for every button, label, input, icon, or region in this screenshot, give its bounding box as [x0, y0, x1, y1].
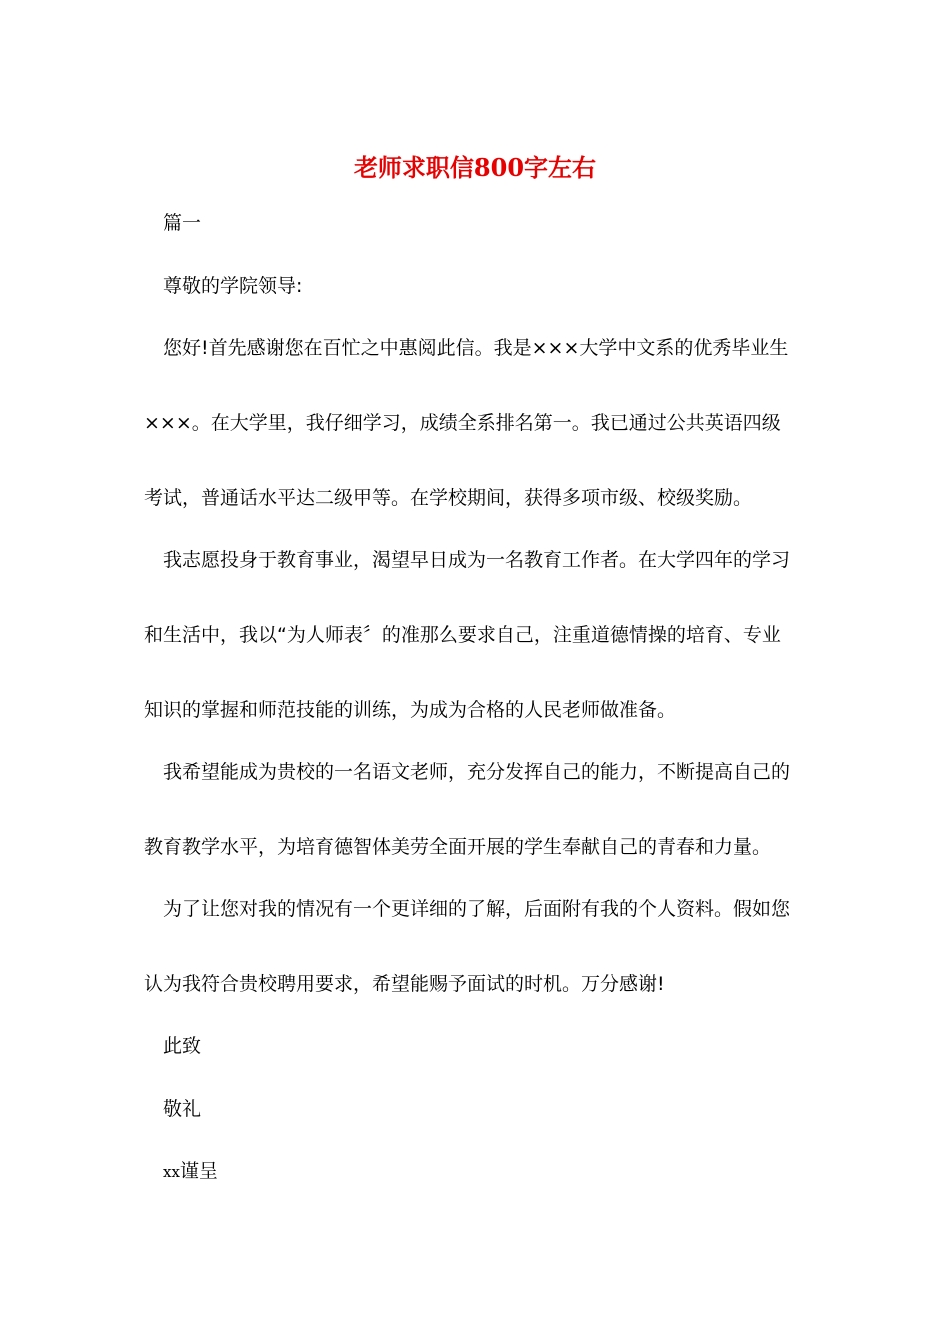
- paragraph-1-line-3: 考试，普通话水平达二级甲等。在学校期间，获得多项市级、校级奖励。: [144, 487, 753, 509]
- closing-1: 此致: [163, 1035, 202, 1057]
- paragraph-3-line-1: 我希望能成为贵校的一名语文老师，充分发挥自己的能力，不断提高自己的: [163, 761, 791, 783]
- salutation: 尊敬的学院领导:: [163, 275, 303, 297]
- signature: [163, 1157, 218, 1186]
- paragraph-2-line-1: 我志愿投身于教育事业，渴望早日成为一名教育工作者。在大学四年的学习: [163, 549, 791, 571]
- signature-suffix: 谨呈: [179, 1160, 218, 1182]
- paragraph-2-line-3: 知识的掌握和师范技能的训练，为成为合格的人民老师做准备。: [144, 699, 677, 721]
- paragraph-4-line-2: 认为我符合贵校聘用要求，希望能赐予面试的时机。万分感谢!: [144, 973, 665, 995]
- closing-2: 敬礼: [163, 1098, 202, 1120]
- paragraph-2-line-2: 和生活中，我以“为人师表〞的准那么要求自己，注重道德情操的培育、专业: [144, 624, 781, 646]
- signature-name: xx: [163, 1163, 180, 1181]
- paragraph-1-line-2: ×××。在大学里，我仔细学习，成绩全系排名第一。我已通过公共英语四级: [144, 412, 781, 434]
- paragraph-3-line-2: 教育教学水平，为培育德智体美劳全面开展的学生奉献自己的青春和力量。: [144, 836, 772, 858]
- paragraph-1-line-1: 您好!首先感谢您在百忙之中惠阅此信。我是×××大学中文系的优秀毕业生: [163, 337, 789, 359]
- section-label: 篇一: [163, 212, 202, 234]
- document-title: 老师求职信800字左右: [353, 153, 597, 182]
- paragraph-4-line-1: 为了让您对我的情况有一个更详细的了解，后面附有我的个人资料。假如您: [163, 898, 791, 920]
